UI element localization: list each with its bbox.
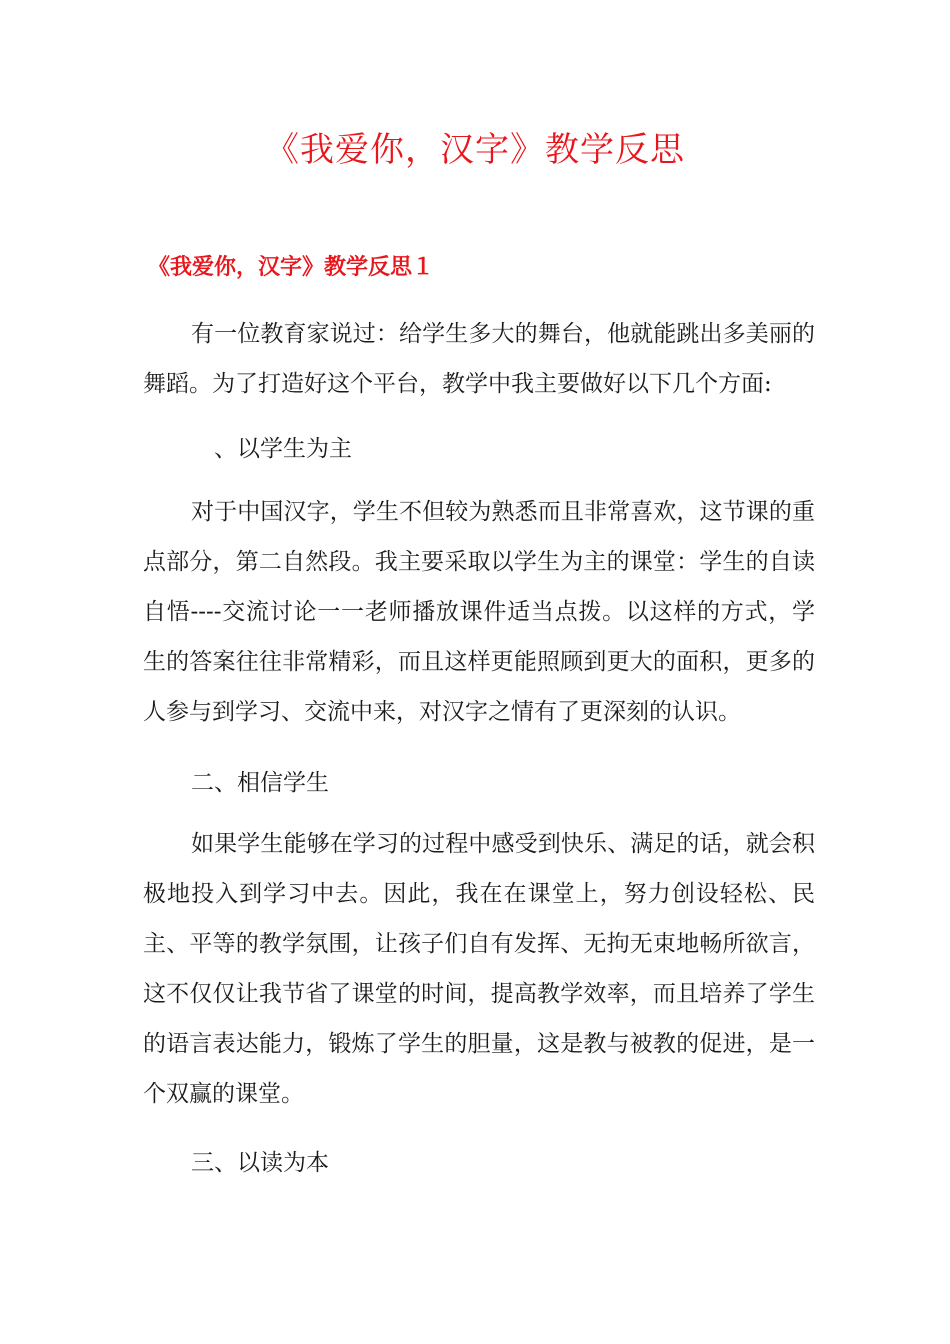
section-heading: 《我爱你，汉字》教学反思１: [148, 255, 435, 280]
point2-heading: 二、相信学生: [191, 770, 329, 796]
point1-paragraph: 对于中国汉字，学生不但较为熟悉而且非常喜欢，这节课的重点部分，第二自然段。我主要采取以学生为主的课堂：学生的自读自悟----交流讨论一一老师播放课件适当点拨。以这样的方式，学生的答案往往非常精彩，而且这样更能照顾到更大的面积，更多的人参与到学习、交流中来，对汉字之情有了更深刻的认识。: [143, 499, 815, 725]
document-title: 《我爱你，汉字》教学反思: [265, 130, 685, 170]
point3-heading: 三、以读为本: [191, 1150, 329, 1176]
point2-paragraph: 如果学生能够在学习的过程中感受到快乐、满足的话，就会积极地投入到学习中去。因此，我在在课堂上，努力创设轻松、民主、平等的教学氛围，让孩子们自有发挥、无拘无束地畅所欲言，这不仅仅让我节省了课堂的时间，提高教学效率，而且培养了学生的语言表达能力，锻炼了学生的胆量，这是教与被教的促进，是一个双赢的课堂。: [143, 831, 815, 1107]
intro-paragraph: 有一位教育家说过：给学生多大的舞台，他就能跳出多美丽的舞蹈。为了打造好这个平台，教学中我主要做好以下几个方面:: [143, 321, 815, 397]
point1-heading: 、以学生为主: [214, 436, 352, 462]
